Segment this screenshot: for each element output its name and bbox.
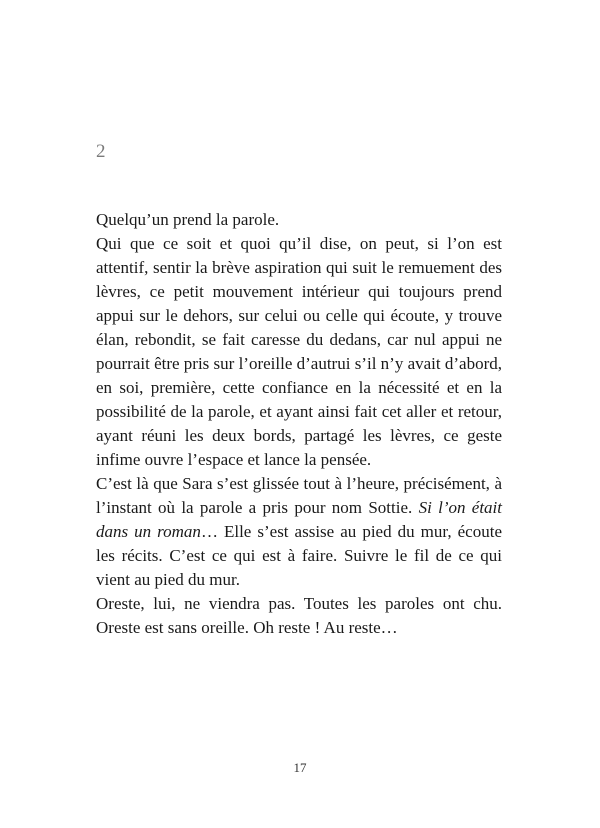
paragraph-oreste: Oreste, lui, ne viendra pas. Toutes les paroles ont chu. Oreste est sans oreille. Oh reste ! Au reste… — [96, 594, 502, 637]
paragraph-aspiration: Qui que ce soit et quoi qu’il dise, on peut, si l’on est attentif, sentir la brève aspiration qui suit le remuement des lèvres, ce petit mouvement intérieur qui toujours prend appui sur le dehors, sur celui ou celle qui écoute, y trouve élan, rebondit, se fait caresse du dedans, car nul appui ne pourrait être pris sur l’oreille d’autrui s’il n’y avait d’abord, en soi, première, cette confiance en la nécessité et en la possibilité de la parole, et ayant ainsi fait cet aller et retour, ayant réuni les deux bords, partagé les lèvres, ce geste infime ouvre l’espace et lance la pensée. — [96, 234, 502, 469]
chapter-number: 2 — [96, 141, 106, 162]
page-number: 17 — [293, 760, 307, 775]
paragraph-sara-italic-quote: Si l’on était dans un roman — [96, 498, 502, 541]
paragraph-sara-text-end: … Elle s’est assise au pied du mur, écoute les récits. C’est ce qui est à faire. Suivre le fil de ce qui vient au pied du mur. — [96, 522, 502, 589]
body-text — [96, 208, 502, 640]
paragraph-sara — [96, 472, 502, 592]
paragraph-sara-text-start: C’est là que Sara s’est glissée tout à l’heure, précisément, à l’instant où la parole a pris pour nom Sottie. — [96, 474, 502, 517]
paragraph-opening: Quelqu’un prend la parole. — [96, 210, 280, 229]
